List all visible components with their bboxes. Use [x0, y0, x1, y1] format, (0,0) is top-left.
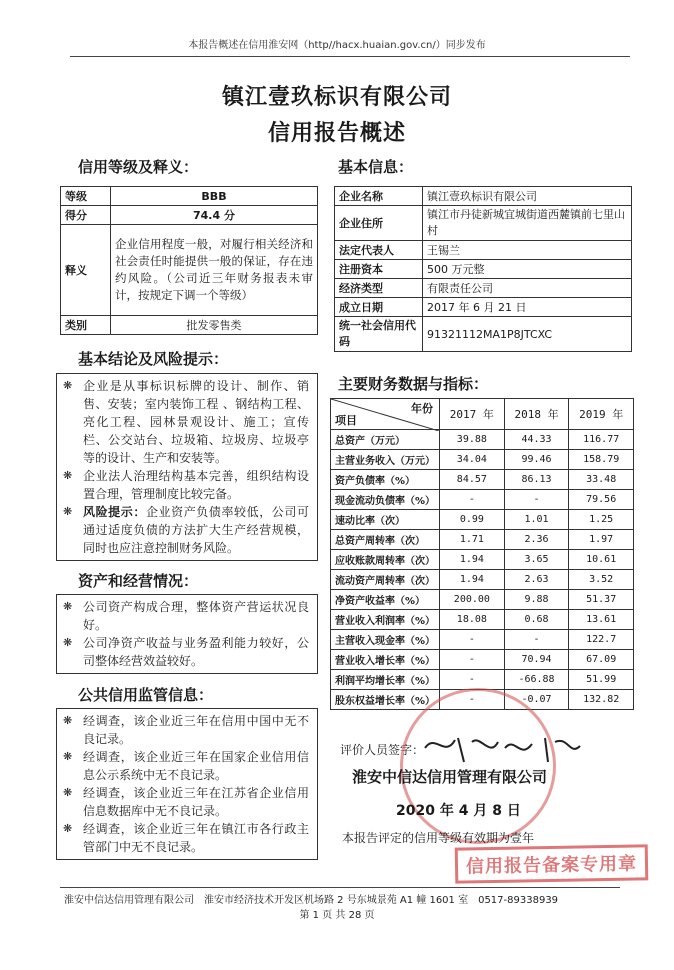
list-item	[63, 503, 309, 557]
table-row	[331, 530, 634, 550]
metric-value-2017: -	[440, 630, 505, 650]
supervision-text-3: 经调查，该企业近三年在江苏省企业信用信息数据库中无不良记录。	[83, 786, 309, 818]
metric-name: 利润平均增长率（%）	[331, 670, 440, 690]
table-row	[331, 450, 634, 470]
conclusion-box	[56, 373, 318, 561]
validity-note: 本报告评定的信用等级有效期为壹年	[342, 831, 535, 845]
table-row	[61, 316, 318, 335]
metric-value-2018: -66.88	[504, 670, 569, 690]
list-item	[63, 634, 309, 670]
founding-date-label: 成立日期	[335, 298, 423, 317]
bullet-icon: ❋	[63, 505, 73, 518]
supervision-text-1: 经调查，该企业近三年在信用中国中无不良记录。	[83, 714, 309, 746]
metric-value-2019: 158.79	[569, 450, 634, 470]
page-number: 第 1 页 共 28 页	[299, 910, 375, 921]
supervision-text-2: 经调查，该企业近三年在国家企业信用信息公示系统中无不良记录。	[83, 750, 309, 782]
econ-type-value: 有限责任公司	[423, 279, 632, 298]
metric-name: 营业收入利润率（%）	[331, 610, 440, 630]
assets-heading: 资产和经营情况：	[78, 572, 199, 590]
risk-label: 风险提示：	[83, 505, 146, 519]
metric-value-2019: 10.61	[569, 550, 634, 570]
address-label: 企业住所	[335, 206, 423, 241]
basic-info-table	[334, 186, 632, 352]
rating-score-value: 74.4 分	[111, 206, 318, 225]
list-item	[63, 784, 309, 820]
capital-label: 注册资本	[335, 260, 423, 279]
rating-score-label: 得分	[61, 206, 111, 225]
rating-meaning-label: 释义	[61, 225, 111, 316]
metric-value-2019: 1.25	[569, 510, 634, 530]
metric-value-2018: 70.94	[504, 650, 569, 670]
header-note: 本报告概述在信用淮安网（http//hacx.huaian.gov.cn/）同步发布	[188, 40, 486, 51]
metric-value-2018: 2.36	[504, 530, 569, 550]
year-2018-header: 2018 年	[504, 399, 569, 430]
table-row	[331, 650, 634, 670]
bullet-icon: ❋	[63, 636, 73, 649]
table-row	[61, 206, 318, 225]
bullet-icon: ❋	[63, 714, 73, 727]
metric-value-2019: 51.99	[569, 670, 634, 690]
supervision-box	[56, 708, 318, 860]
metric-value-2019: 132.82	[569, 690, 634, 710]
metric-value-2019: 3.52	[569, 570, 634, 590]
legal-rep-label: 法定代表人	[335, 241, 423, 260]
table-row	[331, 590, 634, 610]
metric-name: 资产负债率（%）	[331, 470, 440, 490]
rating-meaning-value: 企业信用程度一般，对履行相关经济和社会责任时能提供一般的保证，存在违约风险。（公司近三年财务报表未审计，按规定下调一个等级）	[111, 225, 318, 316]
list-item	[63, 712, 309, 748]
table-row	[331, 610, 634, 630]
filing-stamp: 信用报告备案专用章	[455, 844, 649, 883]
table-row	[61, 225, 318, 316]
supervision-text-4: 经调查，该企业近三年在镇江市各行政主管部门中无不良记录。	[83, 822, 309, 854]
table-row	[331, 570, 634, 590]
table-row	[335, 317, 632, 352]
metric-value-2018: 1.01	[504, 510, 569, 530]
metric-value-2018: -0.07	[504, 690, 569, 710]
metric-value-2019: 51.37	[569, 590, 634, 610]
metric-value-2017: 1.94	[440, 550, 505, 570]
founding-date-value: 2017 年 6 月 21 日	[423, 298, 632, 317]
table-row	[335, 298, 632, 317]
footer-org-address: 淮安中信达信用管理有限公司 淮安市经济技术开发区机场路 2 号东城景苑 A1 幢 1601 室 0517-89338939	[64, 895, 559, 906]
financial-heading: 主要财务数据与指标：	[338, 375, 489, 393]
metric-value-2017: 0.99	[440, 510, 505, 530]
company-title: 镇江壹玖标识有限公司	[221, 85, 452, 110]
basic-info-heading: 基本信息：	[338, 158, 414, 176]
metric-value-2017: 1.71	[440, 530, 505, 550]
metric-value-2017: 18.08	[440, 610, 505, 630]
table-row	[331, 550, 634, 570]
table-row	[335, 279, 632, 298]
metric-value-2017: -	[440, 670, 505, 690]
table-row	[335, 187, 632, 206]
company-name-label: 企业名称	[335, 187, 423, 206]
table-header-row	[331, 399, 634, 430]
address-value: 镇江市丹徒新城宜城街道西麓镇前七里山村	[423, 206, 632, 241]
table-row	[331, 490, 634, 510]
capital-value: 500 万元整	[423, 260, 632, 279]
metric-value-2018: 9.88	[504, 590, 569, 610]
metric-value-2019: 33.48	[569, 470, 634, 490]
assets-text-2: 公司净资产收益与业务盈利能力较好，公司整体经营效益较好。	[83, 636, 309, 668]
table-row	[331, 510, 634, 530]
metric-value-2018: 3.65	[504, 550, 569, 570]
metric-value-2019: 1.97	[569, 530, 634, 550]
metric-name: 现金流动负债率（%）	[331, 490, 440, 510]
metric-value-2019: 79.56	[569, 490, 634, 510]
econ-type-label: 经济类型	[335, 279, 423, 298]
metric-name: 主营业务收入（万元）	[331, 450, 440, 470]
corner-cell	[331, 399, 440, 430]
conclusion-text-2: 企业法人治理结构基本完善，组织结构设置合理，管理制度比较完备。	[83, 469, 309, 501]
metric-name: 净资产收益率（%）	[331, 590, 440, 610]
bullet-icon: ❋	[63, 750, 73, 763]
report-title: 信用报告概述	[267, 121, 406, 146]
rating-heading: 信用等级及释义：	[78, 158, 199, 176]
corner-item-label: 项目	[335, 414, 357, 427]
handwritten-signature-icon	[420, 728, 600, 768]
assets-box	[56, 594, 318, 674]
table-row	[331, 630, 634, 650]
credit-code-label: 统一社会信用代码	[335, 317, 423, 352]
credit-code-value: 91321112MA1P8JTCXC	[423, 317, 632, 352]
metric-name: 流动资产周转率（次）	[331, 570, 440, 590]
metric-value-2018: 86.13	[504, 470, 569, 490]
footer-divider	[60, 887, 620, 888]
metric-name: 总资产（万元）	[331, 430, 440, 450]
metric-value-2018: 0.68	[504, 610, 569, 630]
header-divider	[70, 56, 630, 57]
bullet-icon: ❋	[63, 379, 73, 392]
metric-value-2018: -	[504, 630, 569, 650]
evaluator-label: 评价人员签字：	[340, 743, 425, 757]
bullet-icon: ❋	[63, 822, 73, 835]
metric-value-2017: -	[440, 650, 505, 670]
metric-value-2017: -	[440, 490, 505, 510]
list-item	[63, 467, 309, 503]
table-row	[61, 187, 318, 206]
conclusion-text-3: 企业资产负债率较低，公司可通过适度负债的方法扩大生产经营规模，同时也应注意控制财务风险。	[83, 505, 309, 555]
metric-value-2019: 13.61	[569, 610, 634, 630]
metric-value-2018: 2.63	[504, 570, 569, 590]
company-name-value: 镇江壹玖标识有限公司	[423, 187, 632, 206]
table-row	[335, 206, 632, 241]
legal-rep-value: 王锡兰	[423, 241, 632, 260]
supervision-heading: 公共信用监管信息：	[78, 686, 214, 704]
metric-name: 总资产周转率（次）	[331, 530, 440, 550]
metric-name: 股东权益增长率（%）	[331, 690, 440, 710]
table-row	[335, 241, 632, 260]
metric-value-2017: 39.88	[440, 430, 505, 450]
metric-value-2019: 116.77	[569, 430, 634, 450]
metric-value-2018: 99.46	[504, 450, 569, 470]
bullet-icon: ❋	[63, 469, 73, 482]
rating-category-label: 类别	[61, 316, 111, 335]
table-row	[335, 260, 632, 279]
metric-value-2017: 1.94	[440, 570, 505, 590]
rating-grade-value: BBB	[111, 187, 318, 206]
year-2019-header: 2019 年	[569, 399, 634, 430]
metric-name: 速动比率（次）	[331, 510, 440, 530]
list-item	[63, 820, 309, 856]
metric-value-2017: 200.00	[440, 590, 505, 610]
table-row	[331, 670, 634, 690]
financial-table-body	[331, 430, 634, 710]
metric-value-2018: -	[504, 490, 569, 510]
rating-category-value: 批发零售类	[111, 316, 318, 335]
table-row	[331, 430, 634, 450]
rating-grade-label: 等级	[61, 187, 111, 206]
bullet-icon: ❋	[63, 786, 73, 799]
metric-value-2019: 67.09	[569, 650, 634, 670]
financial-table	[330, 398, 634, 710]
bullet-icon: ❋	[63, 600, 73, 613]
conclusion-heading: 基本结论及风险提示：	[78, 350, 229, 368]
metric-value-2017: 34.04	[440, 450, 505, 470]
table-row	[331, 470, 634, 490]
metric-value-2017: 84.57	[440, 470, 505, 490]
year-2017-header: 2017 年	[440, 399, 505, 430]
metric-name: 应收账款周转率（次）	[331, 550, 440, 570]
list-item	[63, 598, 309, 634]
list-item	[63, 377, 309, 467]
conclusion-text-1: 企业是从事标识标牌的设计、制作、销售、安装；室内装饰工程 、钢结构工程、亮化工程、园林景观设计、施工；宣传栏、公交站台、垃圾箱、垃圾房、垃圾亭等的设计、生产和安装等。	[83, 379, 309, 465]
metric-value-2019: 122.7	[569, 630, 634, 650]
metric-value-2018: 44.33	[504, 430, 569, 450]
metric-name: 营业收入增长率（%）	[331, 650, 440, 670]
metric-name: 主营收入现金率（%）	[331, 630, 440, 650]
corner-year-label: 年份	[411, 402, 434, 415]
rating-org-name: 淮安中信达信用管理有限公司	[352, 768, 548, 786]
metric-value-2017: -	[440, 690, 505, 710]
report-date: 2020 年 4 月 8 日	[396, 803, 521, 819]
assets-text-1: 公司资产构成合理，整体资产营运状况良好。	[83, 600, 309, 632]
conclusion-item-3	[83, 503, 309, 557]
list-item	[63, 748, 309, 784]
rating-table	[60, 186, 318, 335]
